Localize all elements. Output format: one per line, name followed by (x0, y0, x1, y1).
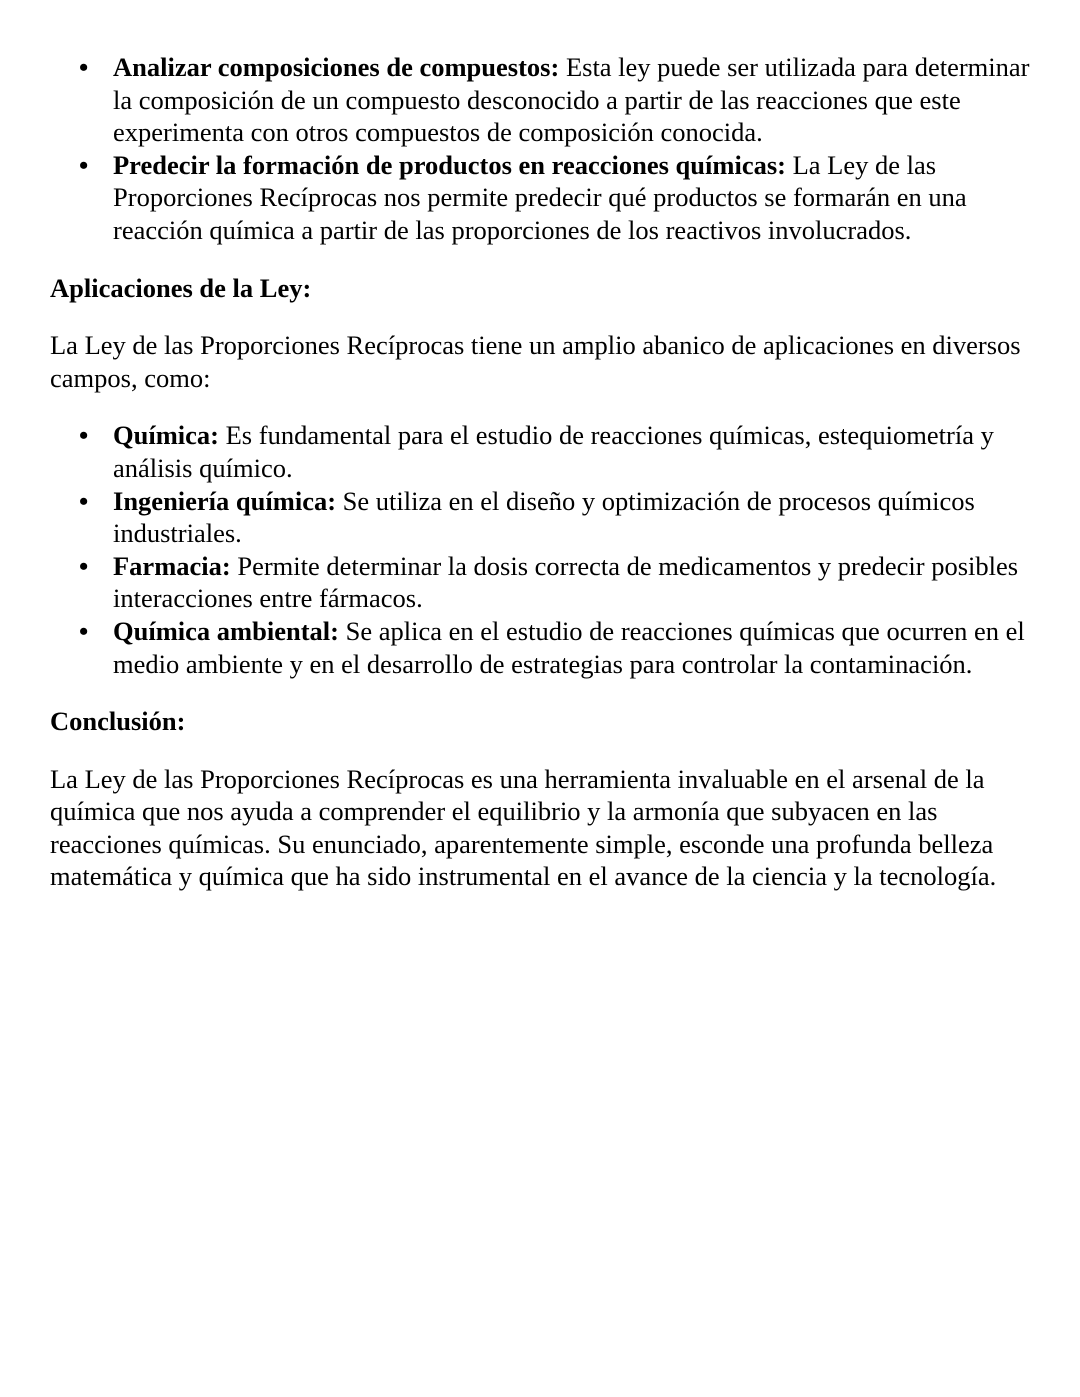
bullet-icon: • (79, 615, 89, 646)
list-item (50, 485, 1040, 550)
list-item-term: Predecir la formación de productos en reacciones químicas: (113, 149, 786, 180)
bullet-icon: • (79, 485, 89, 516)
bullet-icon: • (79, 52, 89, 82)
applications-intro: La Ley de las Proporciones Recíprocas tiene un amplio abanico de aplicaciones en diversos campos, como: (50, 330, 1021, 393)
list-item-term: Química ambiental: (113, 615, 339, 646)
list-item (50, 419, 1040, 484)
list-item (50, 615, 1040, 680)
list-item-term: Ingeniería química: (113, 485, 337, 516)
list-item (50, 550, 1040, 615)
bullet-icon: • (79, 149, 89, 180)
list-item-text: La Ley de las Proporciones Recíprocas nos permite predecir qué productos se formarán en una reacción química a partir de las proporciones de los reactivos involucrados. (113, 149, 967, 245)
applications-heading: Aplicaciones de la Ley: (50, 272, 312, 303)
applications-list (50, 419, 1040, 680)
list-item-term: Farmacia: (113, 550, 231, 581)
conclusion-heading: Conclusión: (50, 706, 186, 737)
list-item-text: Se utiliza en el diseño y optimización de procesos químicos industriales. (113, 485, 975, 549)
list-item (50, 149, 1040, 247)
conclusion-body: La Ley de las Proporciones Recíprocas es una herramienta invaluable en el arsenal de la química que nos ayuda a comprender el equilibrio y la armonía que subyacen en las reacciones químicas. Su enunciado, aparentemente simple, esconde una profunda belleza matemática y química que ha sido instrumental en el avance de la ciencia y la tecnología. (50, 763, 997, 892)
bullet-icon: • (79, 420, 89, 451)
uses-list (50, 51, 1040, 247)
list-item-term: Analizar composiciones de compuestos: (113, 52, 560, 82)
list-item-text: Es fundamental para el estudio de reacciones químicas, estequiometría y análisis químico. (113, 420, 994, 483)
list-item-text: Esta ley puede ser utilizada para determinar la composición de un compuesto desconocido a partir de las reacciones que este experimenta con otros compuestos de composición conocida. (113, 52, 1030, 148)
list-item-text: Se aplica en el estudio de reacciones químicas que ocurren en el medio ambiente y en el desarrollo de estrategias para controlar la contaminación. (113, 615, 1025, 679)
document-page (50, 51, 1040, 893)
list-item (50, 51, 1040, 149)
list-item-text: Permite determinar la dosis correcta de medicamentos y predecir posibles interacciones entre fármacos. (113, 550, 1019, 614)
list-item-term: Química: (113, 420, 219, 451)
bullet-icon: • (79, 550, 89, 581)
